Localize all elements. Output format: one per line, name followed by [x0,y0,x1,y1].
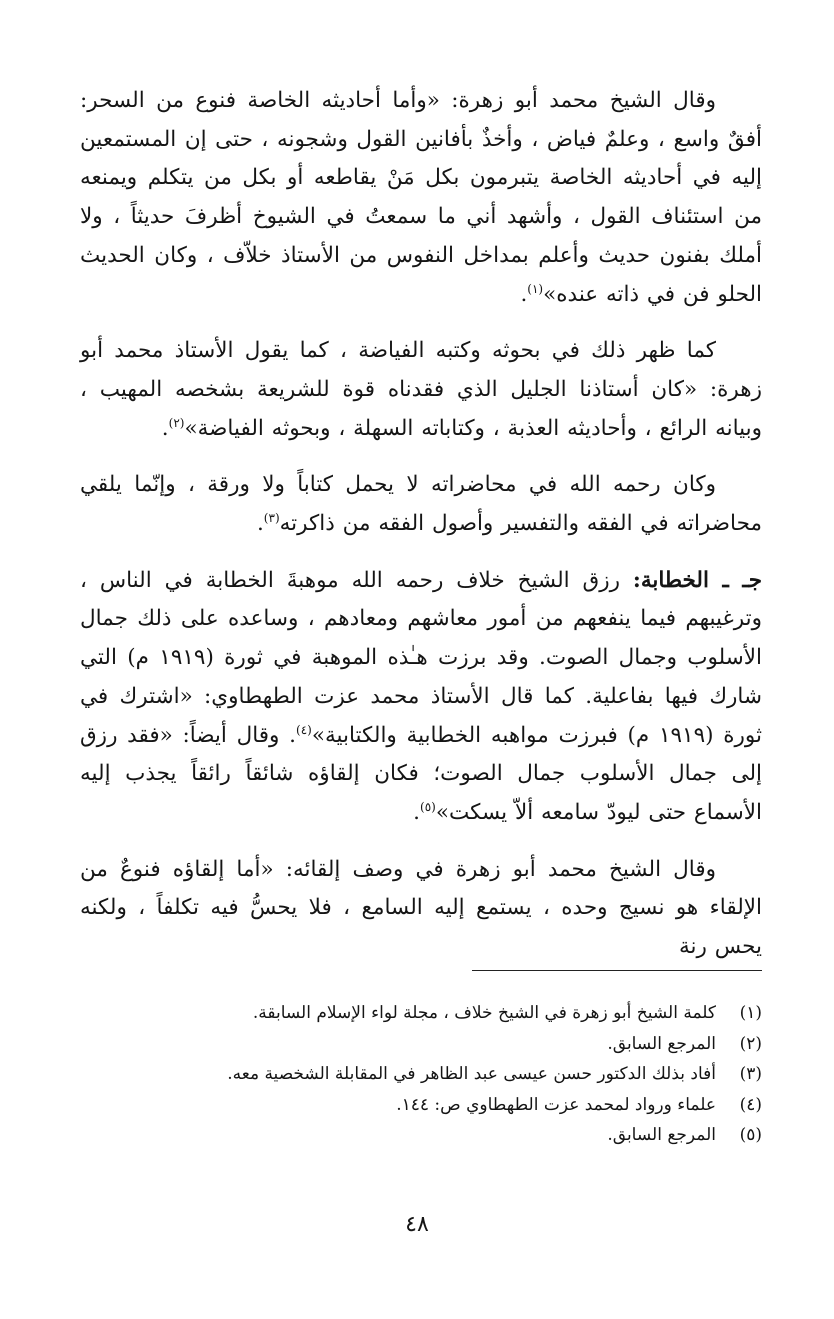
paragraph-end-punct: . [256,511,264,537]
footnote-ref-1[interactable]: (١) [527,281,544,296]
footnote-item [80,1029,762,1060]
paragraph-text: رزق الشيخ خلاف رحمه الله موهبةَ الخطابة في الناس ، وترغيبهم فيما ينفعهم من أمور معاشهم ومعادهم ، وساعده على ذلك جمال الأسلوب وجمال الصوت. وقد برزت هـٰذه الموهبة في ثورة (١٩١٩ م) التي شارك فيها بفاعلية. كما قال الأستاذ محمد عزت الطهطاوي: «اشترك في ثورة (١٩١٩ م) فبرزت مواهبه الخطابية والكتابية» [80,567,762,748]
footnote-number: (٣) [739,1064,762,1085]
paragraph-oratory [80,562,762,833]
paragraph-delivery [80,851,762,967]
footnote-number: (٢) [739,1033,762,1054]
page-number: ٤٨ [405,1212,429,1237]
footnote-ref-4[interactable]: (٤) [296,722,312,737]
footnote-item [80,998,762,1029]
footnote-ref-5[interactable]: (٥) [420,799,436,814]
paragraph-end-punct: . [413,799,420,825]
footnote-text: المرجع السابق. [607,1033,716,1054]
paragraph-end-punct: . [520,281,528,307]
paragraph-text: كما ظهر ذلك في بحوثه وكتبه الفياضة ، كما يقول الأستاذ محمد أبو زهرة: «كان أستاذنا الجليل الذي فقدناه قوة للشريعة بشخصه المهيب ، وبيانه الرائع ، وأحاديثه العذبة ، وكتاباته السهلة ، وبحوثه الفياضة» [80,338,762,441]
footnote-text: أفاد بذلك الدكتور حسن عيسى عبد الظاهر في المقابلة الشخصية معه. [227,1064,716,1085]
page-body [80,82,762,967]
footnote-separator [472,970,762,971]
section-heading-oratory: جـ ـ الخطابة: [632,567,762,593]
footnote-ref-2[interactable]: (٢) [168,415,185,430]
paragraph-text: وقال الشيخ محمد أبو زهرة: «وأما أحاديثه الخاصة فنوع من السحر: أفقٌ واسع ، وعلمٌ فياض ، وأخذٌ بأفانين القول وشجونه ، حتى إن المستمعين إليه في أحاديثه الخاصة يتبرمون بكل مَنْ يقاطعه أو بكل من يتكلم ويمنعه من استئناف القول ، وأشهد أني ما سمعتُ في الشيوخ أظرفَ حديثاً ، ولا أملك بفنون حديث وأعلم بمداخل النفوس من الأستاذ خلاّف ، وكان الحديث الحلو فن في ذاته عنده» [80,88,762,307]
footnote-number: (١) [739,1003,762,1023]
footnote-ref-3[interactable]: (٣) [263,510,280,525]
footnote-text: علماء ورواد لمحمد عزت الطهطاوي ص: ١٤٤. [396,1094,716,1115]
paragraph-end-punct: . [161,415,169,441]
footnote-text: كلمة الشيخ أبو زهرة في الشيخ خلاف ، مجلة لواء الإسلام السابقة. [252,1003,716,1023]
paragraph-writings [80,332,762,448]
paragraph-text: وقال الشيخ محمد أبو زهرة في وصف إلقائه: «أما إلقاؤه فنوعٌ من الإلقاء هو نسيج وحده ، يستمع إليه السامع ، فلا يحسُّ فيه تكلفاً ، ولكنه يحس رنة [80,856,762,960]
footnote-number: (٤) [739,1094,762,1115]
paragraph-lectures [80,466,762,543]
footnote-item [80,1059,762,1090]
footnote-item [80,1090,762,1121]
paragraph-abu-zahra-private-talks [80,82,762,314]
paragraph-text: وكان رحمه الله في محاضراته لا يحمل كتاباً ولا ورقة ، وإنّما يلقي محاضراته في الفقه والتفسير وأصول الفقه من ذاكرته [80,472,762,537]
footnote-number: (٥) [739,1125,762,1146]
paragraph-text: . وقال أيضاً: «فقد رزق إلى جمال الأسلوب جمال الصوت؛ فكان إلقاؤه شائقاً رائقاً يجذب إليه الأسماع حتى ليودّ سامعه ألاّ يسكت» [80,722,762,825]
footnote-text: المرجع السابق. [607,1125,716,1146]
footnote-item [80,1120,762,1151]
footnotes-list [80,998,762,1151]
